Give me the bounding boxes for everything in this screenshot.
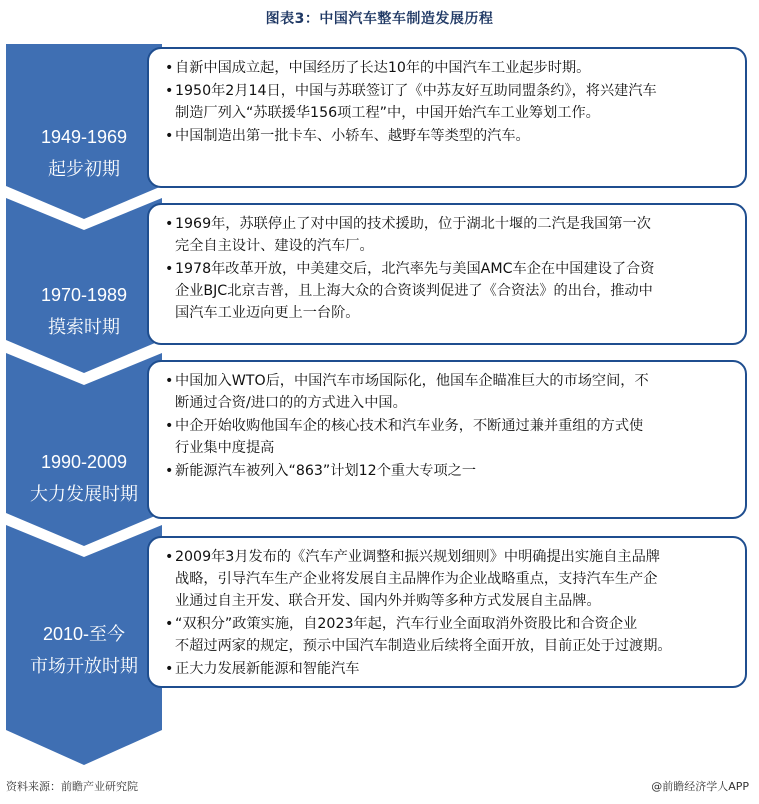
- bullet-item: • 中企开始收购他国车企的核心技术和汽车业务，不断通过兼并重组的方式使 行业集中度提高: [167, 415, 741, 459]
- bullet-item: • 中国制造出第一批卡车、小轿车、越野车等类型的汽车。: [167, 125, 741, 147]
- bullet-item: • 正大力发展新能源和智能汽车: [167, 658, 741, 680]
- stage-period: 起步初期: [48, 159, 120, 180]
- bullet-item: • 中国加入WTO后，中国汽车市场国际化，他国车企瞄准巨大的市场空间，不 断通过合资/进口的的方式进入中国。: [167, 370, 741, 414]
- bullet-item: • 新能源汽车被列入“863”计划12个重大专项之一: [167, 460, 741, 482]
- stage-years: 1949-1969: [40, 127, 128, 147]
- source-note: 资料来源：前瞻产业研究院: [6, 780, 138, 793]
- bullet-item: • 1969年，苏联停止了对中国的技术援助，位于湖北十堰的二汽是我国第一次 完全自主设计、建设的汽车厂。: [167, 213, 741, 257]
- stage-box-1: [147, 47, 747, 188]
- stage-years: 2010-至今: [42, 624, 126, 644]
- bullet-item: • 2009年3月发布的《汽车产业调整和振兴规划细则》中明确提出实施自主品牌 战略，引导汽车生产企业将发展自主品牌作为企业战略重点，支持汽车生产企 业通过自主开发、联合开发、国内外并购等多种方式发展自主品牌。: [167, 546, 741, 612]
- stage-period: 摸索时期: [48, 317, 120, 338]
- stage-period: 大力发展时期: [30, 484, 138, 505]
- bullet-item: • 自新中国成立起，中国经历了长达10年的中国汽车工业起步时期。: [167, 57, 741, 79]
- stage-box-3: [147, 360, 747, 519]
- bullet-item: • 1978年改革开放，中美建交后，北汽率先与美国AMC车企在中国建设了合资 企业BJC北京吉普，且上海大众的合资谈判促进了《合资法》的出台，推动中 国汽车工业迈向更上一台阶。: [167, 258, 741, 324]
- stage-chevron-3: [6, 353, 162, 546]
- stage-period: 市场开放时期: [30, 656, 138, 677]
- stage-chevron-2: [6, 198, 162, 373]
- stage-years: 1970-1989: [40, 285, 128, 305]
- stage-box-2: [147, 203, 747, 345]
- stage-chevron-1: [6, 44, 162, 219]
- stage-years: 1990-2009: [40, 452, 128, 472]
- figure-title: 图表3：中国汽车整车制造发展历程: [265, 11, 494, 27]
- bullet-item: • 1950年2月14日，中国与苏联签订了《中苏友好互助同盟条约》，将兴建汽车 制造厂列入“苏联援华156项工程”中，中国开始汽车工业筹划工作。: [167, 80, 741, 124]
- stage-box-4: [147, 536, 747, 688]
- stage-chevron-4: [6, 525, 162, 765]
- brand-credit: @前瞻经济学人APP: [651, 780, 749, 793]
- bullet-item: • “双积分”政策实施，自2023年起，汽车行业全面取消外资股比和合资企业 不超过两家的规定，预示中国汽车制造业后续将全面开放，目前正处于过渡期。: [167, 613, 741, 657]
